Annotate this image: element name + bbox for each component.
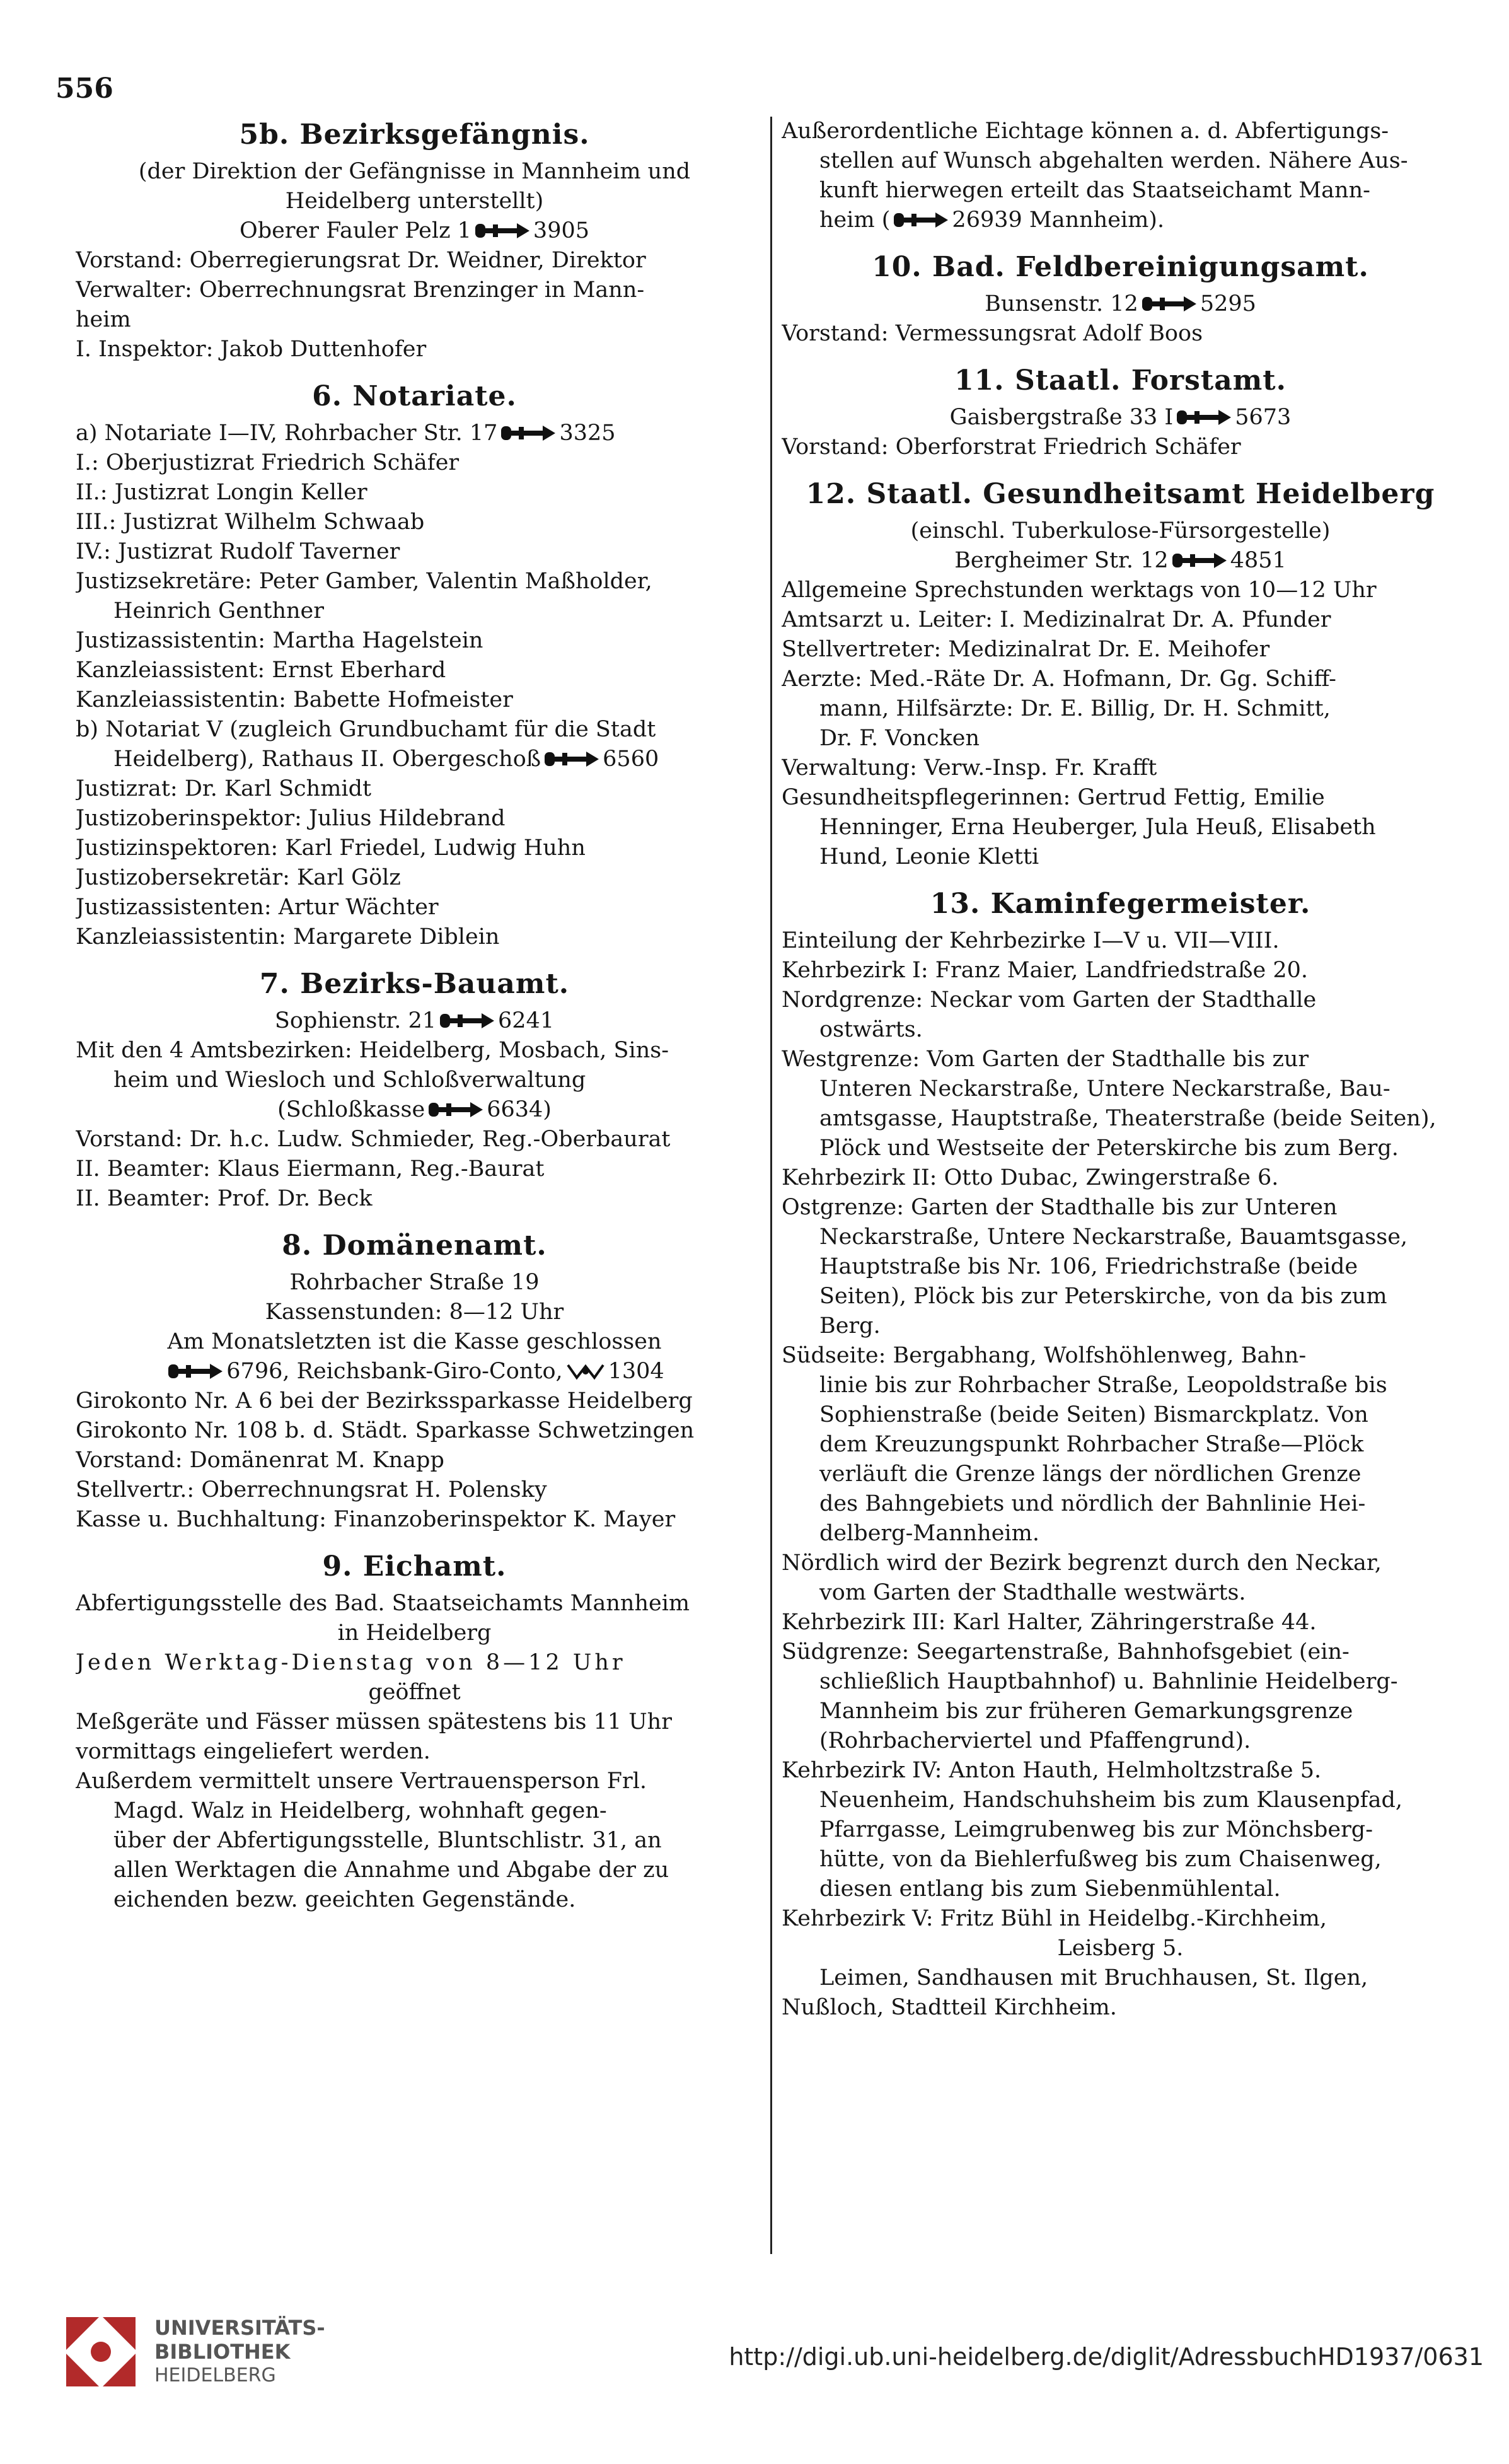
text-line: Heinrich Genthner	[113, 598, 324, 624]
text-line: Unteren Neckarstraße, Untere Neckarstraße, Bau-	[819, 1076, 1390, 1101]
text: 26939 Mannheim).	[952, 207, 1165, 233]
text-line: Rohrbacher Straße 19	[289, 1270, 540, 1295]
text-line: Südgrenze: Seegartenstraße, Bahnhofsgebiet (ein-	[782, 1639, 1350, 1665]
text-line: Magd. Walz in Heidelberg, wohnhaft gegen-	[113, 1798, 607, 1823]
text-line: Vorstand: Dr. h.c. Ludw. Schmieder, Reg.-Oberbaurat	[76, 1127, 671, 1152]
text-line: vom Garten der Stadthalle westwärts.	[819, 1580, 1246, 1605]
telephone-icon	[894, 211, 948, 229]
text: 6796, Reichsbank-Giro-Conto,	[226, 1359, 563, 1384]
text-line: Verwalter: Oberrechnungsrat Brenzinger in Mann-	[76, 277, 645, 303]
text-line: Girokonto Nr. 108 b. d. Städt. Sparkasse Schwetzingen	[76, 1418, 695, 1443]
text: Gaisbergstraße 33 I	[949, 405, 1174, 430]
telephone-icon	[440, 1012, 494, 1030]
library-line: BIBLIOTHEK	[154, 2340, 291, 2364]
text-line: IV.: Justizrat Rudolf Taverner	[76, 539, 400, 564]
address-line	[782, 403, 1459, 433]
heading-kaminfegermeister: 13. Kaminfegermeister.	[930, 888, 1311, 920]
heading-bezirks-bauamt: 7. Bezirks-Bauamt.	[259, 968, 570, 1000]
telephone-icon	[1177, 409, 1231, 426]
text-line: (der Direktion der Gefängnisse in Mannheim und	[138, 159, 691, 184]
phone-number: 5295	[1200, 291, 1256, 317]
text-line: vormittags eingeliefert werden.	[76, 1739, 431, 1764]
text-line: Vorstand: Vermessungsrat Adolf Boos	[782, 321, 1203, 346]
text-line: verläuft die Grenze längs der nördlichen Grenze	[819, 1462, 1362, 1487]
telegraph-icon	[567, 1363, 604, 1380]
text-line: mann, Hilfsärzte: Dr. E. Billig, Dr. H. Schmitt,	[819, 696, 1331, 721]
heading-notariate: 6. Notariate.	[312, 380, 517, 412]
column-divider	[770, 117, 772, 2254]
text-line: Kanzleiassistent: Ernst Eberhard	[76, 658, 446, 683]
text-line: amtsgasse, Hauptstraße, Theaterstraße (beide Seiten),	[819, 1106, 1437, 1131]
text-line: Einteilung der Kehrbezirke I—V u. VII—VIII.	[782, 928, 1280, 953]
text-line: über der Abfertigungsstelle, Bluntschlistr. 31, an	[113, 1828, 662, 1853]
phone-number: 5673	[1235, 405, 1292, 430]
source-url-link[interactable]: http://digi.ub.uni-heidelberg.de/diglit/AdressbuchHD1937/0631	[729, 2343, 1484, 2371]
text-line: Plöck und Westseite der Peterskirche bis zum Berg.	[819, 1136, 1399, 1161]
text-line: stellen auf Wunsch abgehalten werden. Nähere Aus-	[819, 148, 1408, 173]
text-line: Neckarstraße, Untere Neckarstraße, Bauamtsgasse,	[819, 1224, 1408, 1250]
text-line: Justizobersekretär: Karl Gölz	[76, 865, 401, 890]
text-line: Gesundheitspflegerinnen: Gertrud Fettig, Emilie	[782, 785, 1325, 810]
text-line: I.: Oberjustizrat Friedrich Schäfer	[76, 450, 460, 475]
text-line: eichenden bezw. geeichten Gegenstände.	[113, 1887, 576, 1912]
text-line: Mit den 4 Amtsbezirken: Heidelberg, Mosbach, Sins-	[76, 1038, 669, 1063]
address-line	[76, 419, 753, 448]
text-line: Justizassistentin: Martha Hagelstein	[76, 628, 483, 653]
text: a) Notariate I—IV, Rohrbacher Str. 17	[76, 421, 498, 446]
text-line: Nußloch, Stadtteil Kirchheim.	[782, 1995, 1117, 2020]
text-line: Kehrbezirk II: Otto Dubac, Zwingerstraße 6.	[782, 1165, 1279, 1190]
text-line: heim	[76, 307, 131, 332]
telephone-icon	[168, 1363, 223, 1380]
text-line: Dr. F. Voncken	[819, 726, 980, 751]
text-line: allen Werktagen die Annahme und Abgabe der zu	[113, 1857, 669, 1883]
text-line: Girokonto Nr. A 6 bei der Bezirkssparkasse Heidelberg	[76, 1388, 693, 1414]
text: Sophienstr. 21	[274, 1008, 437, 1033]
text-line: Am Monatsletzten ist die Kasse geschlossen	[167, 1329, 662, 1354]
text-line: Mannheim bis zur früheren Gemarkungsgrenze	[819, 1699, 1353, 1724]
text-line: II. Beamter: Prof. Dr. Beck	[76, 1186, 373, 1211]
text: heim (	[819, 207, 891, 233]
address-line	[782, 206, 1459, 235]
telephone-icon	[429, 1101, 483, 1119]
text-line: (einschl. Tuberkulose-Fürsorgestelle)	[910, 518, 1331, 543]
text-line: III.: Justizrat Wilhelm Schwaab	[76, 509, 425, 535]
text-line: Aerzte: Med.-Räte Dr. A. Hofmann, Dr. Gg. Schiff-	[782, 666, 1336, 692]
heading-gesundheitsamt: 12. Staatl. Gesundheitsamt Heidelberg	[806, 478, 1435, 510]
right-column	[782, 117, 1459, 2023]
text-line: Berg.	[819, 1313, 881, 1339]
text-line: Vorstand: Oberregierungsrat Dr. Weidner, Direktor	[76, 248, 646, 273]
text-line: heim und Wiesloch und Schloßverwaltung	[113, 1067, 586, 1093]
phone-number: 6634)	[487, 1097, 552, 1122]
text-line: Kanzleiassistentin: Babette Hofmeister	[76, 687, 513, 712]
text-line: Justizsekretäre: Peter Gamber, Valentin Maßholder,	[76, 569, 652, 594]
text-line: Nordgrenze: Neckar vom Garten der Stadthalle	[782, 987, 1317, 1013]
heading-eichamt: 9. Eichamt.	[322, 1550, 507, 1583]
text-line: b) Notariat V (zugleich Grundbuchamt für die Stadt	[76, 717, 656, 742]
text-line: hütte, von da Biehlerfußweg bis zum Chaisenweg,	[819, 1847, 1382, 1872]
text-line: schließlich Hauptbahnhof) u. Bahnlinie Heidelberg-	[819, 1669, 1398, 1694]
address-line	[76, 1095, 753, 1125]
text-line: dem Kreuzungspunkt Rohrbacher Straße—Plöck	[819, 1432, 1364, 1457]
telephone-icon	[1172, 552, 1227, 569]
address-line	[782, 546, 1459, 576]
left-column	[76, 117, 753, 1915]
text-line: Nördlich wird der Bezirk begrenzt durch den Neckar,	[782, 1550, 1382, 1576]
telephone-icon	[501, 424, 555, 442]
text-line: II. Beamter: Klaus Eiermann, Reg.-Baurat	[76, 1156, 545, 1182]
text: Oberer Fauler Pelz 1	[240, 218, 471, 243]
telegraph-number: 1304	[608, 1359, 664, 1384]
text-line: Meßgeräte und Fässer müssen spätestens bis 11 Uhr	[76, 1709, 672, 1735]
address-line	[76, 745, 753, 774]
text-line: Kanzleiassistentin: Margarete Diblein	[76, 924, 500, 950]
text-line: Außerordentliche Eichtage können a. d. Abfertigungs-	[782, 119, 1389, 144]
telephone-icon	[1142, 295, 1196, 313]
heading-feldbereinigungsamt: 10. Bad. Feldbereinigungsamt.	[872, 251, 1369, 283]
phone-number: 6560	[603, 747, 659, 772]
text-line: Außerdem vermittelt unsere Vertrauensperson Frl.	[76, 1769, 647, 1794]
address-line	[782, 289, 1459, 319]
text-line: I. Inspektor: Jakob Duttenhofer	[76, 337, 427, 362]
text-line: Allgemeine Sprechstunden werktags von 10—12 Uhr	[782, 578, 1377, 603]
text-line: geöffnet	[368, 1680, 461, 1705]
telephone-icon	[475, 222, 529, 240]
text-line: Kehrbezirk III: Karl Halter, Zähringerstraße 44.	[782, 1610, 1317, 1635]
text: Heidelberg), Rathaus II. Obergeschoß	[113, 747, 541, 772]
library-logo[interactable]	[60, 2311, 325, 2393]
address-line	[76, 216, 753, 246]
heading-bezirksgefaengnis: 5b. Bezirksgefängnis.	[239, 119, 590, 151]
phone-number: 3325	[559, 421, 616, 446]
text-line: Südseite: Bergabhang, Wolfshöhlenweg, Bahn-	[782, 1343, 1307, 1368]
text-line: Leimen, Sandhausen mit Bruchhausen, St. Ilgen,	[819, 1965, 1368, 1990]
text-line: Ostgrenze: Garten der Stadthalle bis zur Unteren	[782, 1195, 1338, 1220]
text-line: Kehrbezirk V: Fritz Bühl in Heidelbg.-Kirchheim,	[782, 1906, 1327, 1931]
text: Bunsenstr. 12	[985, 291, 1138, 317]
text: (Schloßkasse	[277, 1097, 425, 1122]
text-line: delberg-Mannheim.	[819, 1521, 1039, 1546]
text-line: in Heidelberg	[337, 1620, 492, 1646]
heading-forstamt: 11. Staatl. Forstamt.	[954, 364, 1286, 397]
text-line: Jeden Werktag-Dienstag von 8—12 Uhr	[76, 1650, 626, 1675]
text-line: Hauptstraße bis Nr. 106, Friedrichstraße (beide	[819, 1254, 1358, 1279]
text-line: kunft hierwegen erteilt das Staatseichamt Mann-	[819, 178, 1370, 203]
university-library-emblem-icon	[60, 2311, 142, 2393]
text-line: Vorstand: Oberforstrat Friedrich Schäfer	[782, 434, 1241, 460]
text-line: Justizrat: Dr. Karl Schmidt	[76, 776, 372, 801]
text-line: Hund, Leonie Kletti	[819, 844, 1039, 869]
text-line: Henninger, Erna Heuberger, Jula Heuß, Elisabeth	[819, 815, 1376, 840]
address-line	[76, 1006, 753, 1036]
text-line: Kassenstunden: 8—12 Uhr	[265, 1299, 564, 1325]
text-line: Kehrbezirk I: Franz Maier, Landfriedstraße 20.	[782, 958, 1309, 983]
text-line: II.: Justizrat Longin Keller	[76, 480, 367, 505]
text-line: (Rohrbacherviertel und Pfaffengrund).	[819, 1728, 1251, 1753]
library-line: HEIDELBERG	[154, 2364, 276, 2386]
address-line	[76, 1357, 753, 1386]
phone-number: 6241	[498, 1008, 555, 1033]
text-line: Kehrbezirk IV: Anton Hauth, Helmholtzstraße 5.	[782, 1758, 1322, 1783]
text-line: Leisberg 5.	[1057, 1936, 1184, 1961]
text-line: Verwaltung: Verw.-Insp. Fr. Krafft	[782, 755, 1157, 781]
text-line: Stellvertr.: Oberrechnungsrat H. Polensky	[76, 1477, 547, 1502]
library-line: UNIVERSITÄTS-	[154, 2316, 325, 2340]
phone-number: 4851	[1230, 548, 1286, 573]
text-line: Vorstand: Domänenrat M. Knapp	[76, 1448, 444, 1473]
text: Bergheimer Str. 12	[954, 548, 1169, 573]
library-name	[154, 2316, 325, 2388]
text-line: diesen entlang bis zum Siebenmühlental.	[819, 1876, 1281, 1902]
text-line: Amtsarzt u. Leiter: I. Medizinalrat Dr. A. Pfunder	[782, 607, 1331, 632]
text-line: Justizassistenten: Artur Wächter	[76, 895, 439, 920]
text-line: ostwärts.	[819, 1017, 923, 1042]
text-line: Sophienstraße (beide Seiten) Bismarckplatz. Von	[819, 1402, 1368, 1427]
text-line: Pfarrgasse, Leimgrubenweg bis zur Mönchsberg-	[819, 1817, 1373, 1842]
text-line: Kasse u. Buchhaltung: Finanzoberinspektor K. Mayer	[76, 1507, 676, 1532]
text-line: Neuenheim, Handschuhsheim bis zum Klausenpfad,	[819, 1787, 1402, 1813]
text-line: Westgrenze: Vom Garten der Stadthalle bis zur	[782, 1047, 1309, 1072]
text-line: Heidelberg unterstellt)	[285, 189, 544, 214]
text-line: Justizinspektoren: Karl Friedel, Ludwig Huhn	[76, 835, 586, 861]
text-line: Seiten), Plöck bis zur Peterskirche, von da bis zum	[819, 1284, 1387, 1309]
text-line: linie bis zur Rohrbacher Straße, Leopoldstraße bis	[819, 1373, 1387, 1398]
heading-domaenenamt: 8. Domänenamt.	[282, 1229, 547, 1262]
telephone-icon	[545, 750, 599, 768]
phone-number: 3905	[533, 218, 589, 243]
page-number: 556	[55, 73, 113, 105]
text-line: Abfertigungsstelle des Bad. Staatseichamts Mannheim	[76, 1591, 690, 1616]
text-line: Stellvertreter: Medizinalrat Dr. E. Meihofer	[782, 637, 1270, 662]
text-line: Justizoberinspektor: Julius Hildebrand	[76, 806, 506, 831]
text-line: des Bahngebiets und nördlich der Bahnlinie Hei-	[819, 1491, 1366, 1516]
